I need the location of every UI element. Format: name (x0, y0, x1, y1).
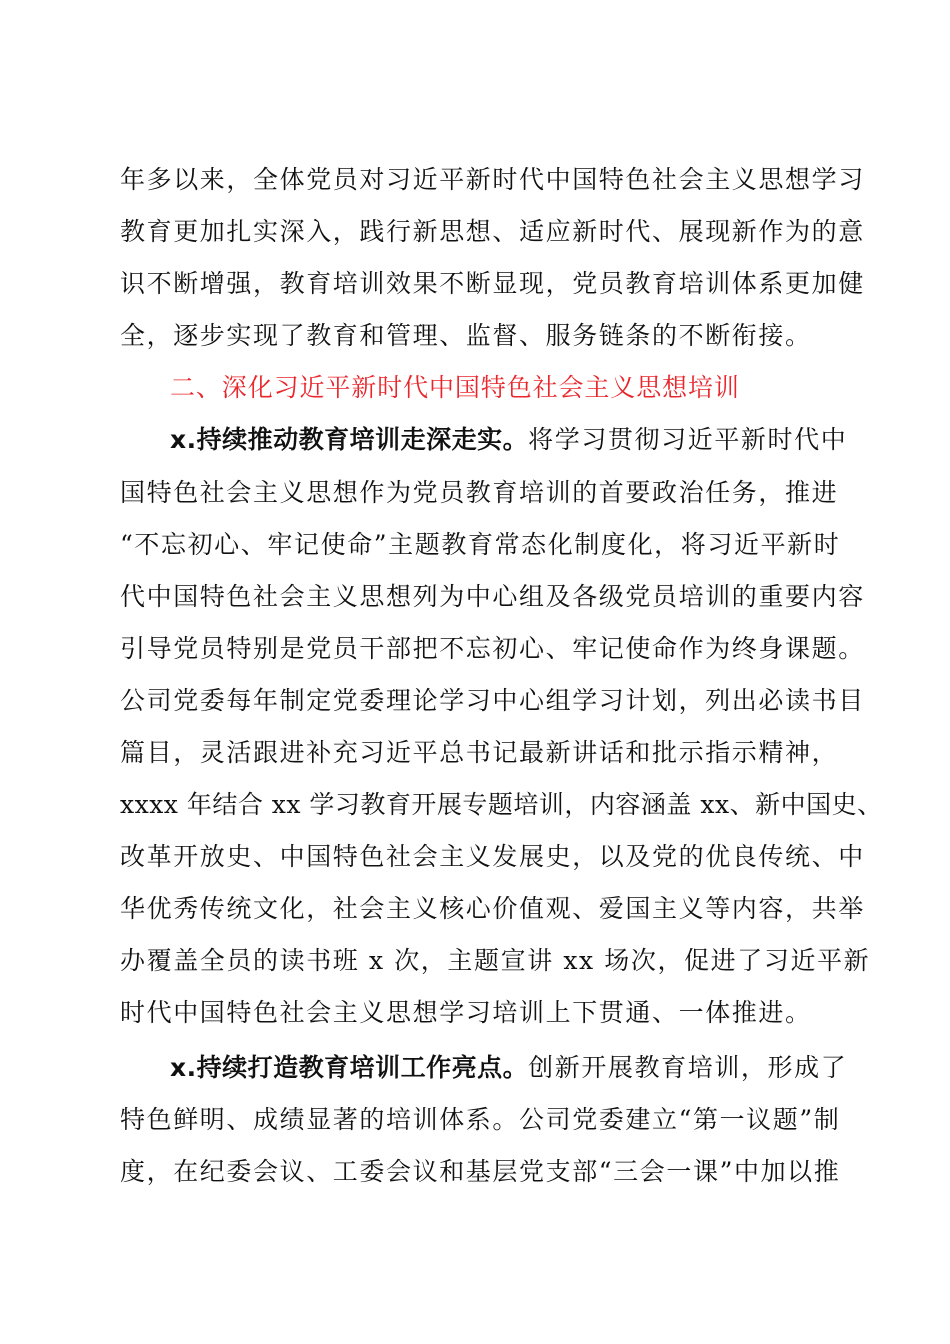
paragraph-line: 度，在纪委会议、工委会议和基层党支部“三会一课”中加以推 (120, 1157, 841, 1186)
paragraph-line: 华优秀传统文化，社会主义核心价值观、爱国主义等内容，共举 (120, 894, 865, 923)
paragraph-line: 教育更加扎实深入，践行新思想、适应新时代、展现新作为的意 (120, 217, 865, 246)
paragraph-line: 特色鲜明、成绩显著的培训体系。公司党委建立“第一议题”制 (120, 1105, 841, 1134)
item-lead: x.持续打造教育培训工作亮点。 (170, 1053, 529, 1082)
paragraph-line: 公司党委每年制定党委理论学习中心组学习计划，列出必读书目 (120, 686, 865, 715)
paragraph-line: 时代中国特色社会主义思想学习培训上下贯通、一体推进。 (120, 998, 812, 1027)
paragraph-line: 识不断增强，教育培训效果不断显现，党员教育培训体系更加健 (120, 269, 865, 298)
item-lead: x.持续推动教育培训走深走实。 (170, 425, 529, 454)
paragraph-line: 改革开放史、中国特色社会主义发展史，以及党的优良传统、中 (120, 842, 865, 871)
paragraph-line: 篇目，灵活跟进补充习近平总书记最新讲话和批示指示精神， (120, 738, 839, 767)
paragraph-line: xxxx 年结合 xx 学习教育开展专题培训，内容涵盖 xx、新中国史、 (120, 790, 883, 819)
item-text: 将学习贯彻习近平新时代中 (528, 425, 848, 454)
paragraph-line: 国特色社会主义思想作为党员教育培训的首要政治任务，推进 (120, 478, 839, 507)
item-text: 创新开展教育培训，形成了 (528, 1053, 848, 1082)
paragraph-line: 代中国特色社会主义思想列为中心组及各级党员培训的重要内容 (120, 582, 865, 611)
item-first-line (170, 1051, 848, 1085)
paragraph-line: 年多以来，全体党员对习近平新时代中国特色社会主义思想学习 (120, 165, 865, 194)
paragraph-line: “不忘初心、牢记使命”主题教育常态化制度化，将习近平新时 (120, 530, 841, 559)
paragraph-line: 全，逐步实现了教育和管理、监督、服务链条的不断衔接。 (120, 321, 812, 350)
item-first-line (170, 423, 848, 457)
paragraph-line: 引导党员特别是党员干部把不忘初心、牢记使命作为终身课题。 (120, 634, 865, 663)
section-heading: 二、深化习近平新时代中国特色社会主义思想培训 (170, 373, 740, 402)
paragraph-line: 办覆盖全员的读书班 x 次，主题宣讲 xx 场次，促进了习近平新 (120, 946, 871, 975)
